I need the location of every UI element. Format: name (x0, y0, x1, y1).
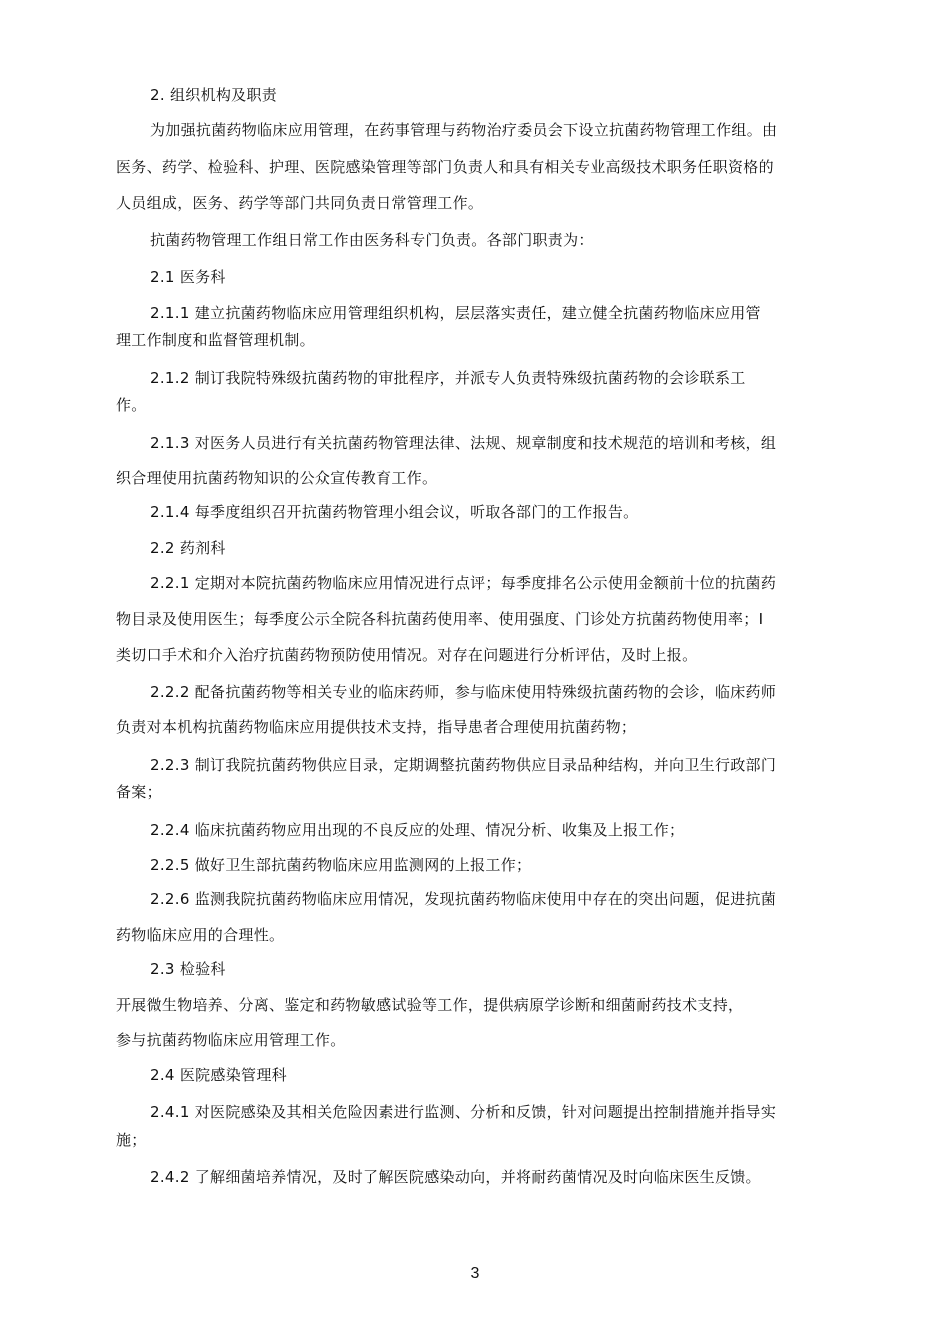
text-line: 参与抗菌药物临床应用管理工作。 (116, 1031, 346, 1049)
text-line: 施； (116, 1131, 147, 1149)
text-line: 2.3 检验科 (150, 960, 226, 978)
text-line: 2.2.5 做好卫生部抗菌药物临床应用监测网的上报工作； (150, 856, 532, 874)
text-line: 医务、药学、检验科、护理、医院感染管理等部门负责人和具有相关专业高级技术职务任职资格的 (116, 158, 774, 176)
text-line: 2.2.1 定期对本院抗菌药物临床应用情况进行点评；每季度排名公示使用金额前十位的抗菌药 (150, 574, 777, 592)
text-line: 2.2.3 制订我院抗菌药物供应目录，定期调整抗菌药物供应目录品种结构，并向卫生行政部门 (150, 756, 777, 774)
text-line: 2.1.4 每季度组织召开抗菌药物管理小组会议，听取各部门的工作报告。 (150, 503, 639, 521)
text-line: 药物临床应用的合理性。 (116, 926, 285, 944)
text-line: 类切口手术和介入治疗抗菌药物预防使用情况。对存在问题进行分析评估，及时上报。 (116, 646, 698, 664)
text-line: 2.4.2 了解细菌培养情况，及时了解医院感染动向，并将耐药菌情况及时向临床医生反馈。 (150, 1168, 761, 1186)
text-line: 抗菌药物管理工作组日常工作由医务科专门负责。各部门职责为： (150, 231, 594, 249)
text-line: 开展微生物培养、分离、鉴定和药物敏感试验等工作，提供病原学诊断和细菌耐药技术支持， (116, 996, 744, 1014)
text-line: 2.1 医务科 (150, 268, 226, 286)
text-line: 为加强抗菌药物临床应用管理，在药事管理与药物治疗委员会下设立抗菌药物管理工作组。由 (150, 121, 778, 139)
text-line: 2.4 医院感染管理科 (150, 1066, 287, 1084)
text-line: 2.2.2 配备抗菌药物等相关专业的临床药师，参与临床使用特殊级抗菌药物的会诊，临床药师 (150, 683, 777, 701)
text-line: 织合理使用抗菌药物知识的公众宣传教育工作。 (116, 469, 438, 487)
text-line: 负责对本机构抗菌药物临床应用提供技术支持，指导患者合理使用抗菌药物； (116, 718, 637, 736)
text-line: 理工作制度和监督管理机制。 (116, 331, 315, 349)
text-line: 2.1.2 制订我院特殊级抗菌药物的审批程序，并派专人负责特殊级抗菌药物的会诊联系工 (150, 369, 746, 387)
text-line: 2.4.1 对医院感染及其相关危险因素进行监测、分析和反馈，针对问题提出控制措施并指导实 (150, 1103, 777, 1121)
text-line: 人员组成，医务、药学等部门共同负责日常管理工作。 (116, 194, 484, 212)
text-line: 2.1.1 建立抗菌药物临床应用管理组织机构，层层落实责任，建立健全抗菌药物临床应用管 (150, 304, 761, 322)
text-line: 备案； (116, 783, 162, 801)
text-line: 2.1.3 对医务人员进行有关抗菌药物管理法律、法规、规章制度和技术规范的培训和考核，组 (150, 434, 777, 452)
text-line: 物目录及使用医生；每季度公示全院各科抗菌药使用率、使用强度、门诊处方抗菌药物使用率；Ⅰ (116, 610, 764, 628)
text-line: 2. 组织机构及职责 (150, 86, 278, 104)
page-number: 3 (470, 1265, 480, 1282)
text-line: 2.2.4 临床抗菌药物应用出现的不良反应的处理、情况分析、收集及上报工作； (150, 821, 685, 839)
text-line: 2.2 药剂科 (150, 539, 226, 557)
text-line: 2.2.6 监测我院抗菌药物临床应用情况，发现抗菌药物临床使用中存在的突出问题，促进抗菌 (150, 890, 777, 908)
text-line: 作。 (116, 396, 147, 414)
